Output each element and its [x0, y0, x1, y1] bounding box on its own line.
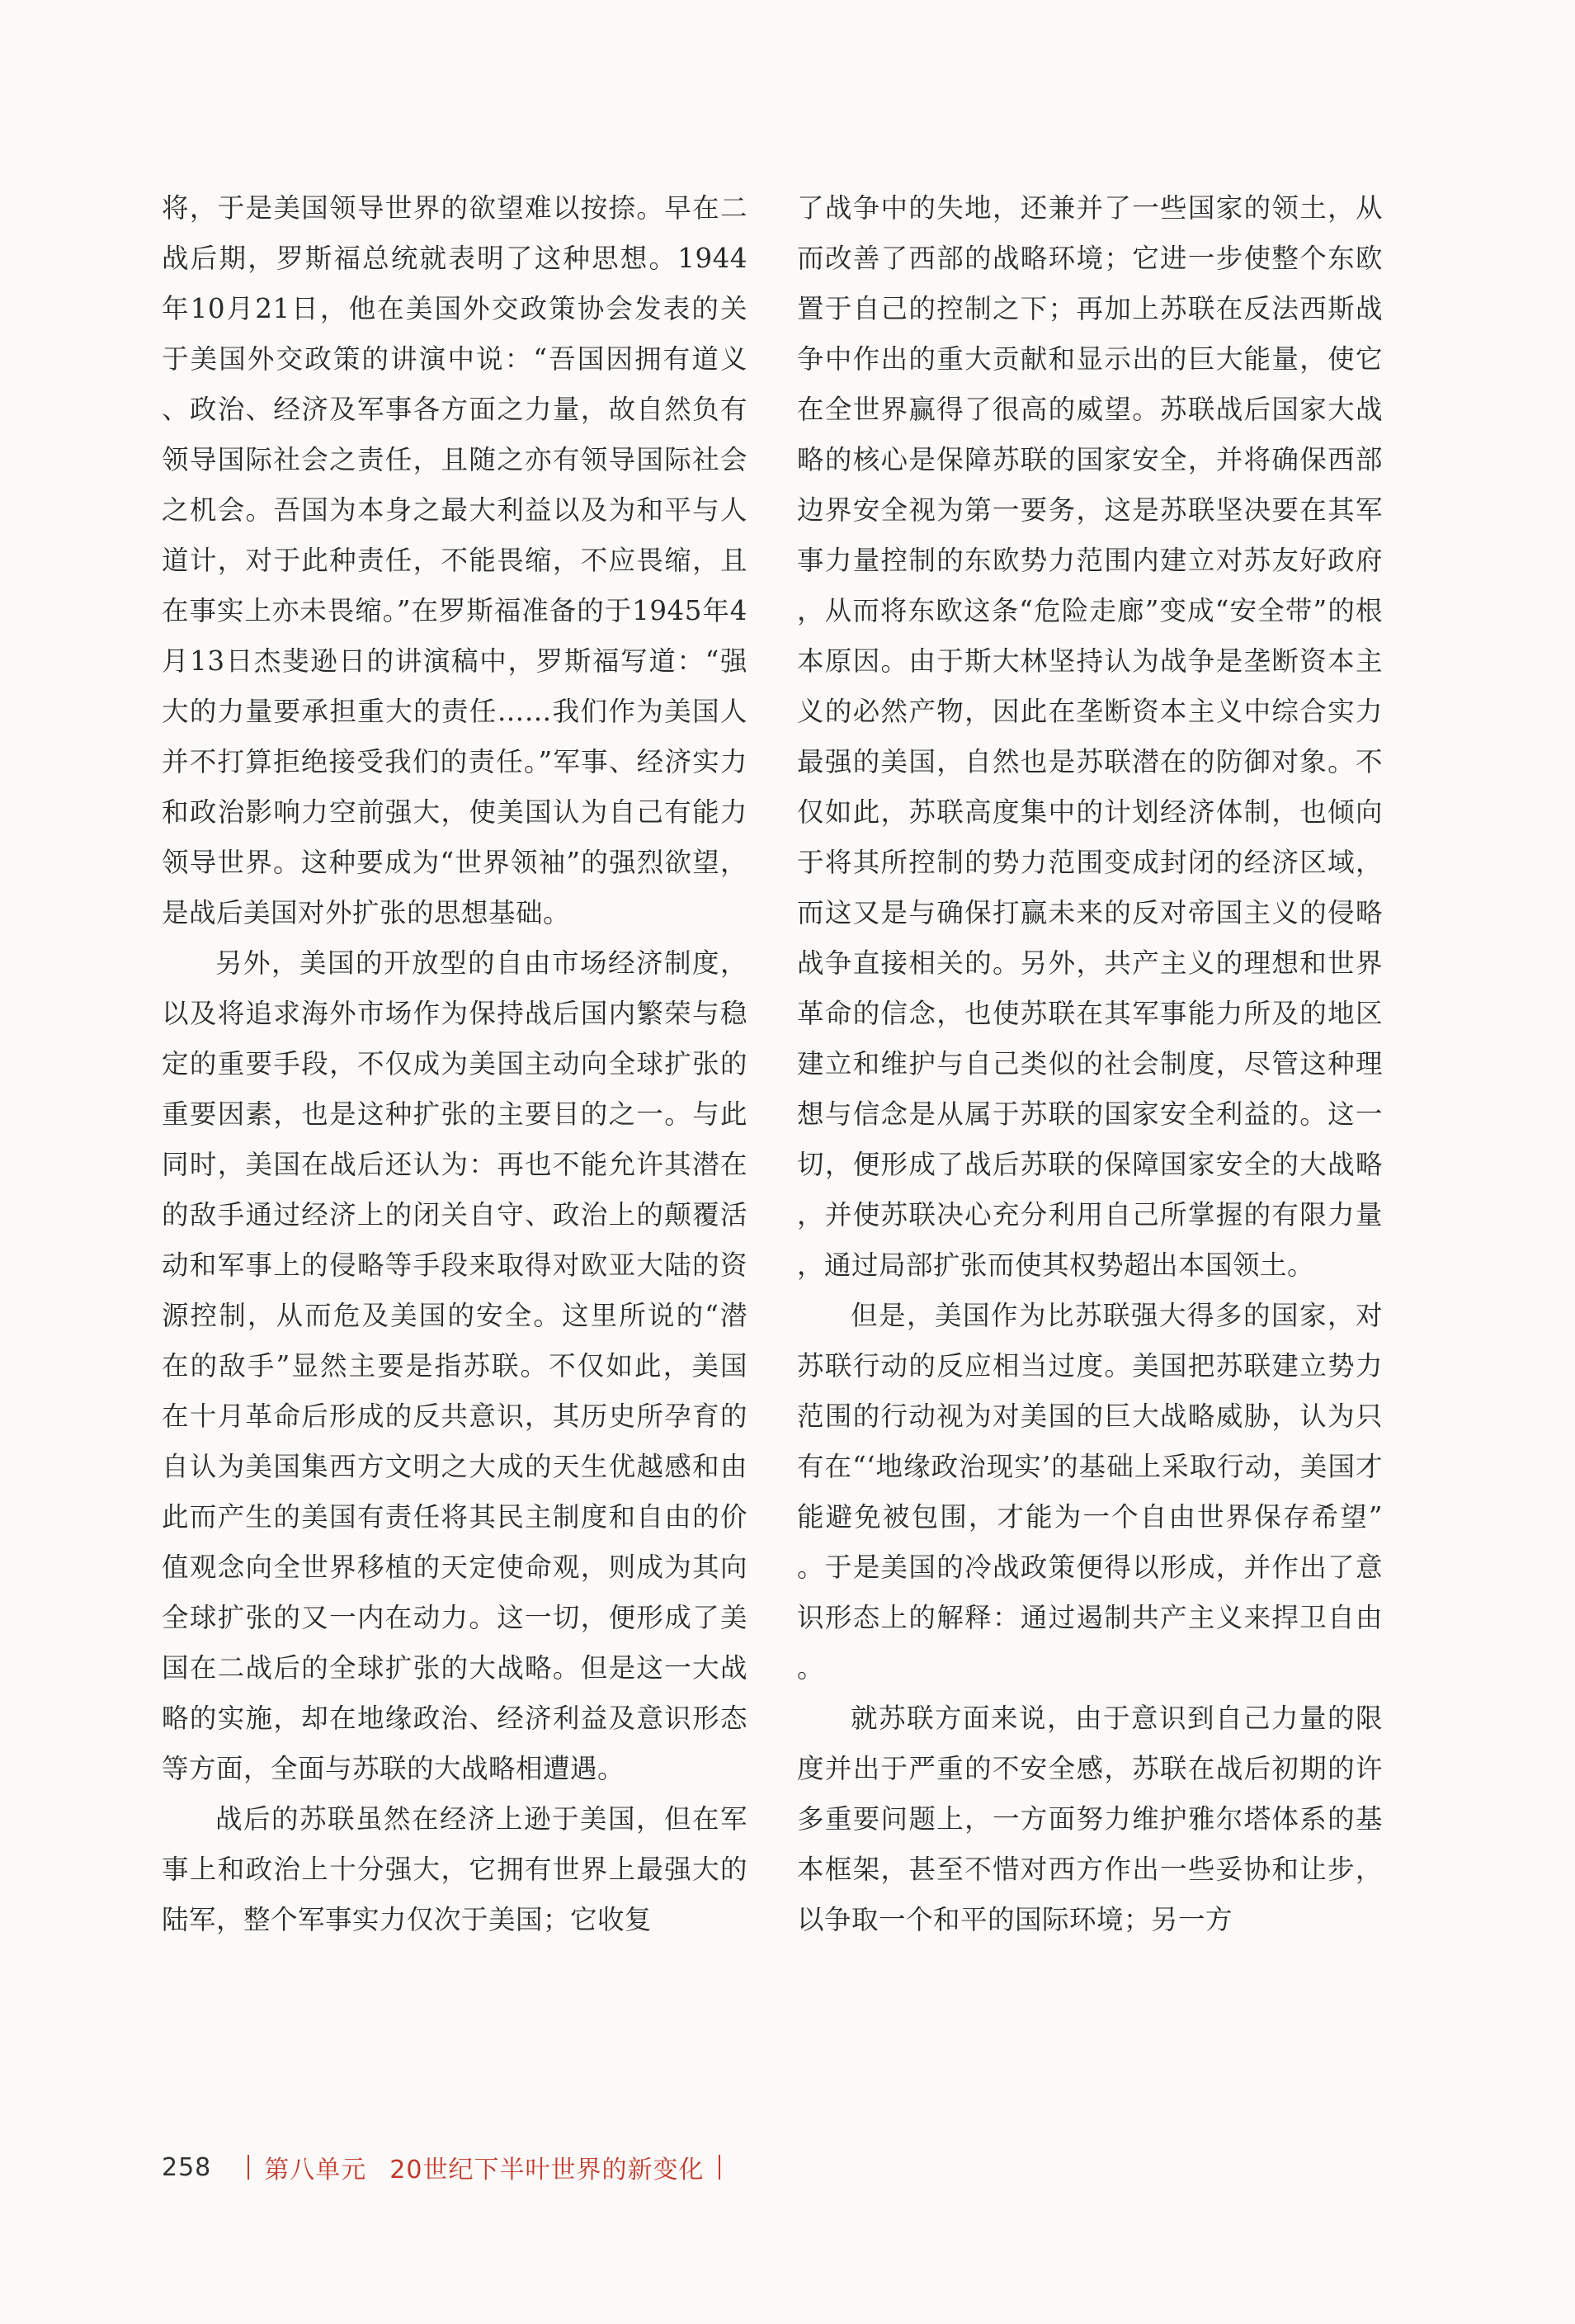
- left-paragraph-3: 战后的苏联虽然在经济上逊于美国，但在军事上和政治上十分强大，它拥有世界上最强大的陆军，整个军事实力仅次于美国；它收复: [162, 1803, 747, 1935]
- right-paragraph-3: 就苏联方面来说，由于意识到自己力量的限度并出于严重的不安全感，苏联在战后初期的许多重要问题上，一方面努力维护雅尔塔体系的基本框架，甚至不惜对西方作出一些妥协和让步，以争取一个和平的国际环境；另一方: [797, 1703, 1383, 1935]
- page-number: 258: [162, 2152, 212, 2182]
- footer-divider-end: [719, 2155, 720, 2180]
- page-footer: [162, 2149, 720, 2185]
- left-column: [162, 183, 747, 1945]
- right-paragraph-1: 了战争中的失地，还兼并了一些国家的领土，从而改善了西部的战略环境；它进一步使整个东欧置于自己的控制之下；再加上苏联在反法西斯战争中作出的重大贡献和显示出的巨大能量，使它在全世界赢得了很高的威望。苏联战后国家大战略的核心是保障苏联的国家安全，并将确保西部边界安全视为第一要务，这是苏联坚决要在其军事力量控制的东欧势力范围内建立对苏友好政府，从而将东欧这条“危险走廊”变成“安全带”的根本原因。由于斯大林坚持认为战争是垄断资本主义的必然产物，因此在垄断资本主义中综合实力最强的美国，自然也是苏联潜在的防御对象。不仅如此，苏联高度集中的计划经济体制，也倾向于将其所控制的势力范围变成封闭的经济区域，而这又是与确保打赢未来的反对帝国主义的侵略战争直接相关的。另外，共产主义的理想和世界革命的信念，也使苏联在其军事能力所及的地区建立和维护与自己类似的社会制度，尽管这种理想与信念是从属于苏联的国家安全利益的。这一切，便形成了战后苏联的保障国家安全的大战略，并使苏联决心充分利用自己所掌握的有限力量，通过局部扩张而使其权势超出本国领土。: [797, 192, 1383, 1281]
- right-column: [797, 183, 1383, 1945]
- footer-divider: [248, 2155, 249, 2180]
- unit-title: 20世纪下半叶世界的新变化: [389, 2156, 705, 2185]
- left-paragraph-2: 另外，美国的开放型的自由市场经济制度，以及将追求海外市场作为保持战后国内繁荣与稳定的重要手段，不仅成为美国主动向全球扩张的重要因素，也是这种扩张的主要目的之一。与此同时，美国在战后还认为：再也不能允许其潜在的敌手通过经济上的闭关自守、政治上的颠覆活动和军事上的侵略等手段来取得对欧亚大陆的资源控制，从而危及美国的安全。这里所说的“潜在的敌手”显然主要是指苏联。不仅如此，美国在十月革命后形成的反共意识，其历史所孕育的自认为美国集西方文明之大成的天生优越感和由此而产生的美国有责任将其民主制度和自由的价值观念向全世界移植的天定使命观，则成为其向全球扩张的又一内在动力。这一切，便形成了美国在二战后的全球扩张的大战略。但是这一大战略的实施，却在地缘政治、经济利益及意识形态等方面，全面与苏联的大战略相遭遇。: [162, 947, 747, 1784]
- left-paragraph-1: 将，于是美国领导世界的欲望难以按捺。早在二战后期，罗斯福总统就表明了这种思想。1944年10月21日，他在美国外交政策协会发表的关于美国外交政策的讲演中说：“吾国因拥有道义、政治、经济及军事各方面之力量，故自然负有领导国际社会之责任，且随之亦有领导国际社会之机会。吾国为本身之最大利益以及为和平与人道计，对于此种责任，不能畏缩，不应畏缩，且在事实上亦未畏缩。”在罗斯福准备的于1945年4月13日杰斐逊日的讲演稿中，罗斯福写道：“强大的力量要承担重大的责任……我们作为美国人并不打算拒绝接受我们的责任。”军事、经济实力和政治影响力空前强大，使美国认为自己有能力领导世界。这种要成为“世界领袖”的强烈欲望，是战后美国对外扩张的思想基础。: [162, 192, 747, 928]
- unit-label: 第八单元: [264, 2156, 367, 2185]
- right-paragraph-2: 但是，美国作为比苏联强大得多的国家，对苏联行动的反应相当过度。美国把苏联建立势力范围的行动视为对美国的巨大战略威胁，认为只有在“‘地缘政治现实’的基础上采取行动，美国才能避免被包围，才能为一个自由世界保存希望”。于是美国的冷战政策便得以形成，并作出了意识形态上的解释：通过遏制共产主义来捍卫自由。: [797, 1300, 1383, 1684]
